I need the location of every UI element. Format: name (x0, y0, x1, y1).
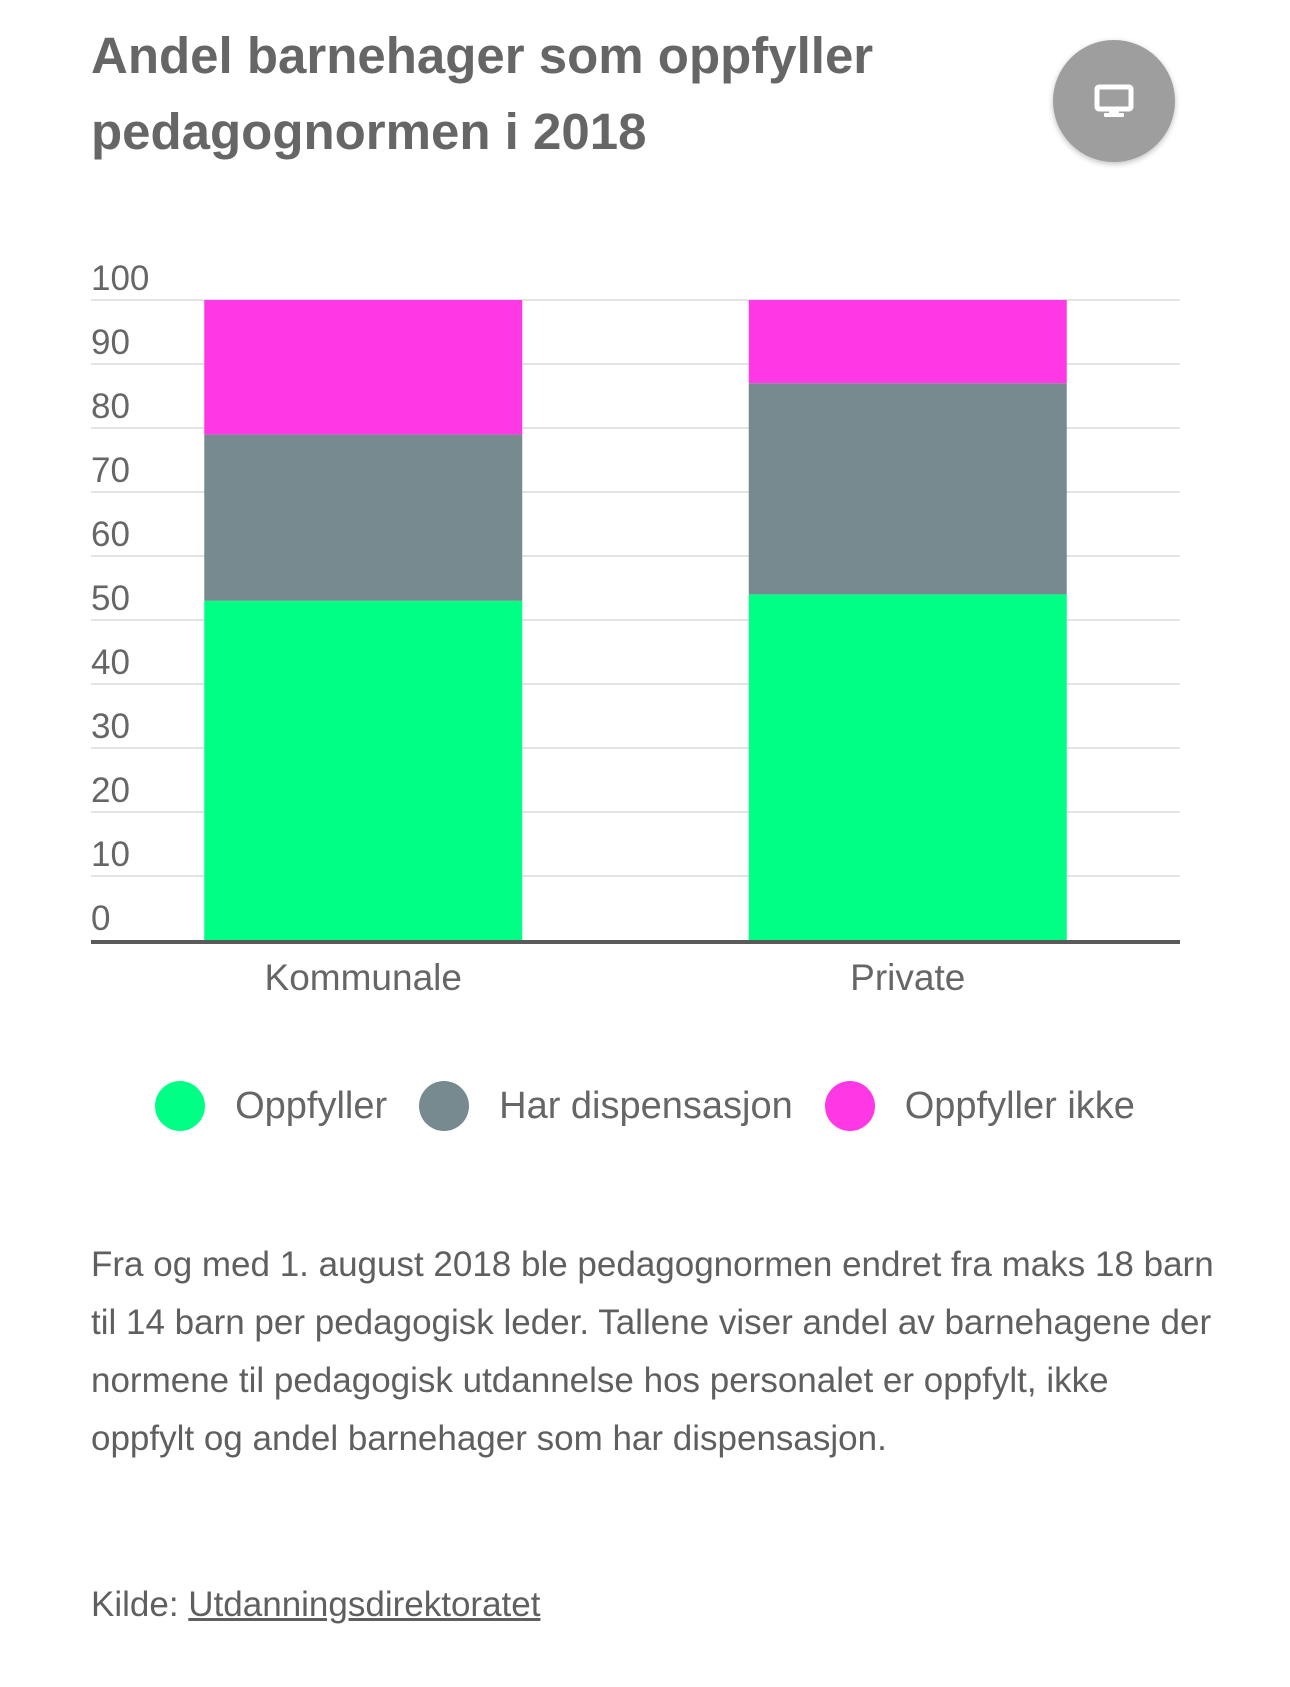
monitor-icon (1094, 84, 1134, 118)
y-tick-label: 20 (91, 771, 130, 810)
legend-label: Oppfyller ikke (904, 1084, 1135, 1127)
legend-label: Oppfyller (235, 1084, 388, 1127)
bar-segment (204, 434, 522, 600)
y-tick-label: 0 (91, 899, 111, 938)
y-tick-label: 30 (91, 707, 130, 746)
bar-segment (204, 601, 522, 940)
source-label: Kilde: (91, 1585, 179, 1624)
chart-description: Fra og med 1. august 2018 ble pedagognormen endret fra maks 18 barn til 14 barn per pedagogisk leder. Tallene viser andel av barnehagene der normene til pedagogisk utdannelse hos personalet er oppfylt, ikke oppfylt og andel barnehager som har dispensasjon. (91, 1245, 1214, 1458)
y-tick-label: 70 (91, 451, 130, 490)
bar-segment (204, 300, 522, 434)
bar-segment (749, 594, 1067, 940)
legend-label: Har dispensasjon (499, 1084, 793, 1127)
y-tick-label: 90 (91, 323, 130, 362)
legend-item[interactable] (419, 1081, 793, 1131)
x-tick-label: Kommunale (264, 957, 462, 998)
y-tick-label: 60 (91, 515, 130, 554)
legend-item[interactable] (825, 1081, 1135, 1131)
y-tick-label: 40 (91, 643, 130, 682)
fullscreen-button[interactable] (1053, 40, 1175, 162)
source-line (91, 1576, 540, 1634)
legend-item[interactable] (155, 1081, 387, 1131)
stacked-bar-chart (0, 240, 1290, 1040)
chart-title: Andel barnehager som oppfyller pedagognormen i 2018 (91, 27, 874, 160)
bar-segment (749, 383, 1067, 594)
y-tick-label: 80 (91, 387, 130, 426)
chart-legend (0, 1078, 1290, 1134)
bar-segment (749, 300, 1067, 383)
y-tick-label: 100 (91, 259, 150, 298)
y-tick-label: 50 (91, 579, 130, 618)
legend-swatch (155, 1081, 205, 1131)
x-tick-label: Private (850, 957, 966, 998)
source-link[interactable]: Utdanningsdirektoratet (188, 1585, 541, 1624)
legend-swatch (825, 1081, 875, 1131)
y-tick-label: 10 (91, 835, 130, 874)
legend-swatch (419, 1081, 469, 1131)
